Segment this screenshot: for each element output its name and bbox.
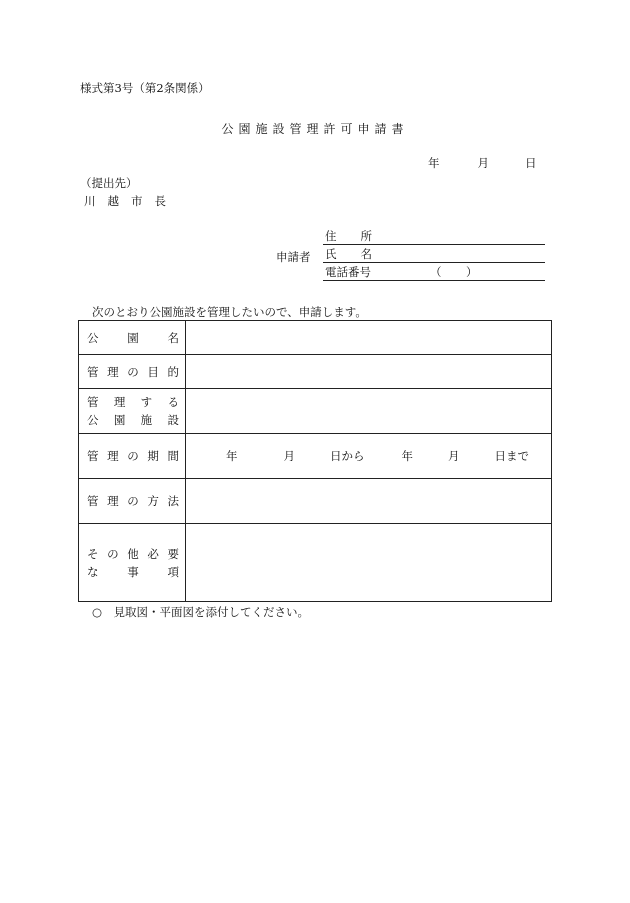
method-label-cell: [79, 479, 186, 524]
purpose-input-cell[interactable]: [186, 355, 552, 389]
table-row-facility: [79, 389, 552, 434]
label-line: [87, 563, 179, 581]
phone-paren-open: （: [430, 265, 442, 279]
date-day: 日: [525, 156, 537, 170]
label-char: 理: [107, 449, 119, 463]
period-label-cell: [79, 434, 186, 479]
form-number: 様式第3号（第2条関係）: [80, 81, 210, 95]
period-input-cell[interactable]: [186, 434, 552, 479]
label-char: す: [140, 395, 153, 409]
label-line: [87, 329, 179, 347]
label-char: 名: [360, 247, 372, 261]
label-char: 氏: [325, 247, 337, 261]
phone-paren-close: ）: [466, 265, 478, 279]
facility-label-cell: [79, 389, 186, 434]
table-row-purpose: [79, 355, 552, 389]
table-row-method: [79, 479, 552, 524]
applicant-label: 申請者: [276, 250, 311, 264]
phone-label: 電話番号: [325, 265, 371, 279]
recipient-char: 長: [154, 194, 166, 208]
recipient-char: 越: [107, 194, 119, 208]
label-char: の: [127, 494, 139, 508]
label-char: 園: [127, 330, 139, 345]
label-char: 公: [87, 413, 99, 427]
address-field[interactable]: [323, 229, 545, 245]
period-day-from: 日から: [330, 449, 365, 463]
label-char: 公: [87, 330, 99, 345]
period-month-2: 月: [448, 449, 460, 463]
date-month: 月: [477, 156, 489, 170]
date-year: 年: [428, 156, 440, 170]
period-month-1: 月: [283, 449, 295, 463]
application-table: [78, 320, 552, 602]
period-values: [186, 448, 551, 464]
label-char: 期: [147, 449, 159, 463]
label-char: 管: [87, 364, 99, 379]
other-input-cell[interactable]: [186, 524, 552, 602]
label-char: 園: [113, 413, 126, 427]
label-line: [87, 545, 179, 563]
method-input-cell[interactable]: [186, 479, 552, 524]
label-char: の: [107, 546, 119, 561]
name-field[interactable]: [323, 247, 545, 263]
recipient-char: 市: [131, 194, 143, 208]
label-char: る: [167, 395, 179, 409]
label-char: 管: [87, 449, 99, 463]
label-char: 名: [167, 330, 179, 345]
label-char: の: [127, 364, 139, 379]
table-row-period: [79, 434, 552, 479]
recipient-char: 川: [84, 194, 96, 208]
recipient: [84, 192, 166, 210]
label-line: [87, 393, 179, 411]
label-char: 項: [167, 564, 179, 579]
table-row-park-name: [79, 321, 552, 355]
label-char: 他: [127, 546, 139, 561]
period-year-1: 年: [226, 449, 238, 463]
label-char: 施: [140, 413, 153, 427]
label-char: 理: [107, 494, 119, 508]
label-char: 設: [167, 413, 179, 427]
document-title: 公園施設管理許可申請書: [221, 122, 409, 136]
label-line: [87, 447, 179, 465]
label-char: 方: [147, 494, 159, 508]
label-char: 住: [325, 229, 337, 243]
label-line: [87, 411, 179, 429]
label-char: 事: [127, 564, 139, 579]
label-char: 目: [147, 364, 159, 379]
submit-to-label: （提出先）: [80, 176, 138, 190]
park-name-label-cell: [79, 321, 186, 355]
label-char: 所: [360, 229, 372, 243]
other-label-cell: [79, 524, 186, 602]
attachment-note: ○ 見取図・平面図を添付してください。: [92, 605, 310, 619]
label-char: 必: [147, 546, 159, 561]
label-char: の: [127, 449, 139, 463]
purpose-label-cell: [79, 355, 186, 389]
intro-text: 次のとおり公園施設を管理したいので、申請します。: [92, 305, 367, 319]
name-label: [325, 247, 372, 262]
label-char: 理: [113, 395, 126, 409]
period-day-to: 日まで: [494, 449, 529, 463]
table-row-other: [79, 524, 552, 602]
facility-input-cell[interactable]: [186, 389, 552, 434]
label-char: 管: [87, 494, 99, 508]
label-char: 間: [167, 449, 179, 463]
phone-field[interactable]: [323, 265, 545, 281]
address-label: [325, 229, 372, 244]
park-name-input-cell[interactable]: [186, 321, 552, 355]
label-char: 的: [167, 364, 179, 379]
label-char: 法: [167, 494, 179, 508]
label-line: [87, 492, 179, 510]
period-year-2: 年: [401, 449, 413, 463]
label-char: そ: [87, 546, 99, 561]
date-line: [428, 155, 537, 171]
label-char: 要: [167, 546, 179, 561]
label-char: 理: [107, 364, 119, 379]
label-char: な: [87, 564, 99, 579]
label-char: 管: [87, 395, 99, 409]
label-line: [87, 363, 179, 381]
